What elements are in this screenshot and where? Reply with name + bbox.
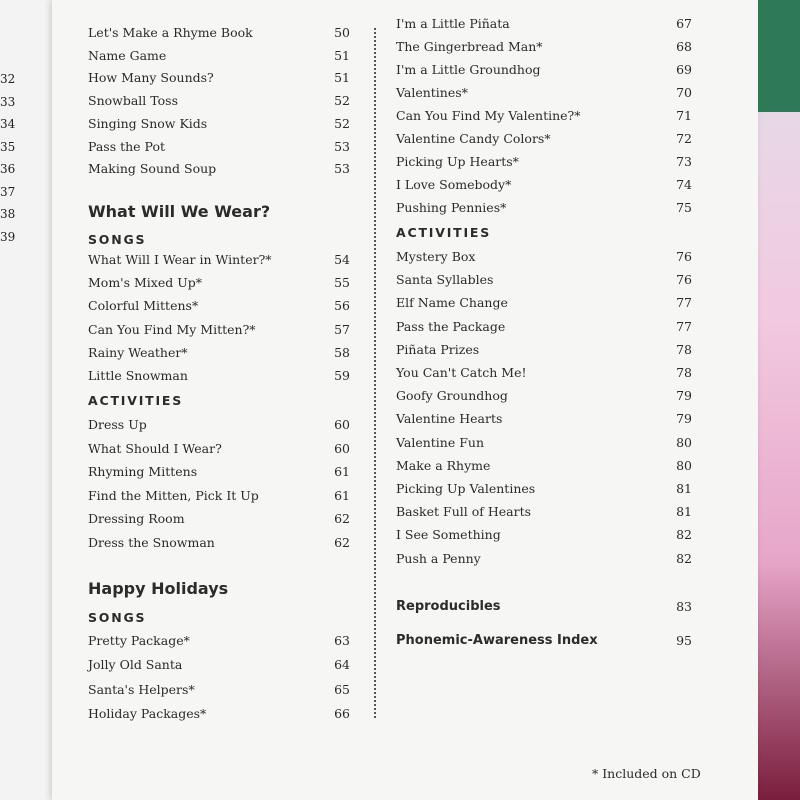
toc-entry <box>88 534 350 552</box>
entry-page-number: 73 <box>676 154 692 169</box>
entry-title: Goofy Groundhog <box>396 388 508 404</box>
entry-page-number: 64 <box>334 657 350 673</box>
entry-page-number: 52 <box>334 93 350 109</box>
entry-page-number: 71 <box>676 108 692 123</box>
toc-entry <box>88 463 350 481</box>
entry-title: Find the Mitten, Pick It Up <box>88 487 259 503</box>
entry-title: Valentine Hearts <box>396 411 503 427</box>
entry-title: Pass the Pot <box>88 138 166 154</box>
toc-entry <box>396 457 692 475</box>
toc-entry <box>396 364 692 382</box>
toc-entry <box>396 107 692 125</box>
entry-page-number: 55 <box>334 275 350 291</box>
entry-title: Rhyming Mittens <box>88 464 198 480</box>
entry-title: Valentines* <box>396 85 468 100</box>
entry-title: Colorful Mittens* <box>88 298 199 314</box>
entry-title: Elf Name Change <box>396 295 508 311</box>
toc-entry <box>396 130 692 148</box>
toc-entry <box>396 318 692 336</box>
toc-entry <box>88 705 350 723</box>
reproducibles-entry <box>396 597 692 617</box>
toc-entry <box>88 367 350 385</box>
entry-title: Name Game <box>88 47 167 63</box>
entry-page-number: 83 <box>676 599 692 614</box>
page-number: 39 <box>0 229 16 244</box>
entry-title: I'm a Little Groundhog <box>396 62 541 77</box>
entry-title: Make a Rhyme <box>396 457 491 473</box>
entry-page-number: 59 <box>334 368 350 383</box>
entry-title: The Gingerbread Man* <box>396 39 543 54</box>
entry-page-number: 77 <box>676 295 692 311</box>
entry-title: What Should I Wear? <box>88 440 222 456</box>
entry-page-number: 72 <box>676 131 692 146</box>
entry-title: Rainy Weather* <box>88 344 188 360</box>
entry-title: Holiday Packages* <box>88 705 207 721</box>
toc-entry <box>88 160 350 178</box>
entry-page-number: 76 <box>676 272 692 288</box>
toc-entry <box>88 656 350 674</box>
toc-entry <box>88 297 350 315</box>
entry-page-number: 57 <box>334 321 350 337</box>
toc-entry <box>396 480 692 498</box>
entry-title: Little Snowman <box>88 368 188 383</box>
toc-entry <box>396 434 692 452</box>
entry-title: Dress Up <box>88 417 147 432</box>
entry-title: I'm a Little Piñata <box>396 16 510 31</box>
entry-page-number: 74 <box>676 177 692 192</box>
toc-entry <box>396 550 692 568</box>
subsection-label: SONGS <box>88 610 147 625</box>
toc-entry <box>88 510 350 528</box>
toc-entry <box>396 526 692 544</box>
entry-page-number: 60 <box>334 417 350 432</box>
page-number: 33 <box>0 94 16 109</box>
entry-page-number: 53 <box>334 161 350 177</box>
entry-title: Can You Find My Valentine?* <box>396 108 581 123</box>
toc-entry <box>88 632 350 650</box>
toc-entry <box>396 387 692 405</box>
entry-title: You Can't Catch Me! <box>396 365 527 380</box>
toc-entry <box>396 503 692 521</box>
entry-page-number: 77 <box>676 318 692 334</box>
page-number: 36 <box>0 162 16 176</box>
toc-entry <box>396 61 692 79</box>
left-page-numbers <box>0 68 14 248</box>
toc-entry <box>88 487 350 505</box>
entry-title: Mystery Box <box>396 249 476 264</box>
entry-page-number: 80 <box>676 457 692 473</box>
toc-entry <box>396 176 692 194</box>
entry-page-number: 70 <box>676 85 692 100</box>
entry-title: What Will I Wear in Winter?* <box>88 252 272 267</box>
entry-title: Jolly Old Santa <box>88 657 183 673</box>
entry-page-number: 95 <box>676 633 692 648</box>
toc-entry <box>396 15 692 33</box>
entry-page-number: 79 <box>676 388 692 404</box>
toc-entry <box>396 294 692 312</box>
entry-page-number: 67 <box>676 16 692 31</box>
entry-page-number: 75 <box>676 200 692 215</box>
toc-entry <box>88 681 350 699</box>
entry-title: Valentine Candy Colors* <box>396 131 551 146</box>
page-number: 35 <box>0 139 16 154</box>
entry-title: Pass the Package <box>396 318 506 334</box>
toc-entry <box>88 69 350 87</box>
toc-entry <box>88 344 350 362</box>
entry-title: Dress the Snowman <box>88 535 215 550</box>
section-title: What Will We Wear? <box>88 202 271 221</box>
entry-page-number: 76 <box>676 249 692 264</box>
entry-title: Santa's Helpers* <box>88 681 195 697</box>
entry-page-number: 62 <box>334 535 350 550</box>
entry-page-number: 78 <box>676 365 692 380</box>
page-number: 38 <box>0 207 16 221</box>
entry-page-number: 56 <box>334 298 350 314</box>
toc-entry <box>396 341 692 359</box>
entry-title: Phonemic-Awareness Index <box>396 633 598 648</box>
column-divider <box>374 28 376 718</box>
toc-entry <box>88 92 350 110</box>
entry-title: Valentine Fun <box>396 434 484 450</box>
entry-page-number: 54 <box>334 252 350 267</box>
entry-page-number: 80 <box>676 434 692 450</box>
entry-page-number: 50 <box>334 25 350 40</box>
entry-title: Singing Snow Kids <box>88 115 208 131</box>
entry-title: I See Something <box>396 527 501 543</box>
entry-title: Santa Syllables <box>396 272 494 288</box>
subsection-label: ACTIVITIES <box>396 225 492 240</box>
entry-title: I Love Somebody* <box>396 177 512 192</box>
entry-title: Piñata Prizes <box>396 341 480 357</box>
entry-page-number: 79 <box>676 411 692 427</box>
entry-page-number: 53 <box>334 138 350 154</box>
entry-page-number: 61 <box>334 464 350 480</box>
entry-title: Dressing Room <box>88 511 185 527</box>
entry-page-number: 63 <box>334 633 350 648</box>
entry-page-number: 62 <box>334 511 350 527</box>
entry-title: Can You Find My Mitten?* <box>88 321 256 337</box>
entry-page-number: 82 <box>676 527 692 543</box>
entry-page-number: 65 <box>334 681 350 697</box>
entry-title: Picking Up Hearts* <box>396 154 519 169</box>
toc-entry <box>396 248 692 266</box>
entry-page-number: 82 <box>676 550 692 566</box>
subsection-label: SONGS <box>88 232 147 247</box>
page-number: 34 <box>0 117 16 131</box>
entry-title: Making Sound Soup <box>88 161 217 177</box>
entry-title: Reproducibles <box>396 599 501 614</box>
entry-title: Snowball Toss <box>88 93 178 109</box>
entry-page-number: 66 <box>334 705 350 721</box>
toc-entry <box>88 138 350 156</box>
footnote: * Included on CD <box>592 766 701 781</box>
entry-page-number: 60 <box>334 440 350 456</box>
toc-entry <box>88 251 350 269</box>
entry-title: Picking Up Valentines <box>396 481 536 496</box>
toc-entry <box>88 115 350 133</box>
entry-page-number: 81 <box>676 481 692 496</box>
section-title: Happy Holidays <box>88 579 229 598</box>
entry-page-number: 51 <box>334 70 350 86</box>
entry-page-number: 58 <box>334 344 350 360</box>
entry-page-number: 61 <box>334 487 350 503</box>
toc-entry <box>88 47 350 65</box>
index-entry <box>396 631 692 651</box>
entry-title: How Many Sounds? <box>88 70 214 86</box>
toc-entry <box>396 410 692 428</box>
entry-page-number: 68 <box>676 39 692 54</box>
entry-title: Pushing Pennies* <box>396 200 507 215</box>
subsection-label: ACTIVITIES <box>88 393 184 408</box>
entry-title: Pretty Package* <box>88 633 190 648</box>
entry-title: Let's Make a Rhyme Book <box>88 25 253 40</box>
table-of-contents-page <box>52 0 758 800</box>
entry-page-number: 52 <box>334 115 350 131</box>
page-number: 32 <box>0 72 16 86</box>
toc-entry <box>396 84 692 102</box>
entry-page-number: 81 <box>676 504 692 520</box>
toc-entry <box>88 274 350 292</box>
toc-entry <box>396 38 692 56</box>
toc-entry <box>396 271 692 289</box>
entry-page-number: 51 <box>334 47 350 63</box>
page-number: 37 <box>0 184 16 199</box>
entry-title: Mom's Mixed Up* <box>88 275 203 291</box>
toc-entry <box>88 416 350 434</box>
entry-page-number: 78 <box>676 341 692 357</box>
toc-entry <box>88 321 350 339</box>
toc-entry <box>88 24 350 42</box>
entry-page-number: 69 <box>676 62 692 77</box>
entry-title: Push a Penny <box>396 550 481 566</box>
entry-title: Basket Full of Hearts <box>396 504 532 520</box>
toc-entry <box>396 153 692 171</box>
toc-entry <box>396 199 692 217</box>
toc-entry <box>88 440 350 458</box>
